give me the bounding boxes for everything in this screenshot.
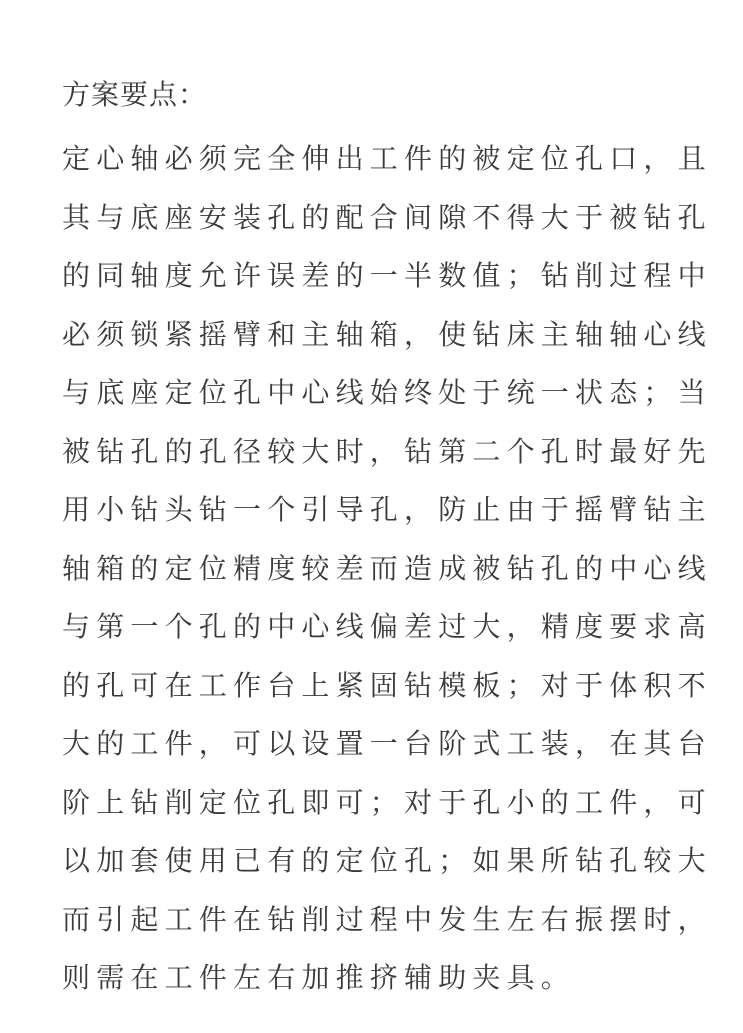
text-line: 以加套使用已有的定位孔；如果所钻孔较大 — [62, 844, 712, 877]
text-line: 则需在工件左右加推挤辅助夹具。 — [62, 961, 576, 994]
text-line: 轴箱的定位精度较差而造成被钻孔的中心线 — [62, 551, 712, 585]
body-text — [62, 130, 712, 1008]
text-line: 其与底座安装孔的配合间隙不得大于被钻孔 — [62, 200, 712, 234]
text-line: 的同轴度允许误差的一半数值；钻削过程中 — [62, 259, 712, 292]
text-line: 的孔可在工作台上紧固钻模板；对于体积不 — [62, 668, 712, 702]
text-line: 阶上钻削定位孔即可；对于孔小的工件，可 — [62, 785, 712, 819]
text-line: 大的工件，可以设置一台阶式工装，在其台 — [62, 727, 712, 760]
text-line: 定心轴必须完全伸出工件的被定位孔口，且 — [62, 142, 712, 175]
text-line: 用小钻头钻一个引导孔，防止由于摇臂钻主 — [62, 493, 712, 526]
text-line: 与底座定位孔中心线始终处于统一状态；当 — [62, 376, 712, 409]
text-line: 必须锁紧摇臂和主轴箱，使钻床主轴轴心线 — [62, 317, 712, 351]
section-heading: 方案要点： — [62, 78, 208, 111]
text-line: 与第一个孔的中心线偏差过大，精度要求高 — [62, 610, 712, 643]
text-line: 而引起工件在钻削过程中发生左右振摆时， — [62, 902, 712, 936]
text-line: 被钻孔的孔径较大时，钻第二个孔时最好先 — [62, 434, 712, 468]
